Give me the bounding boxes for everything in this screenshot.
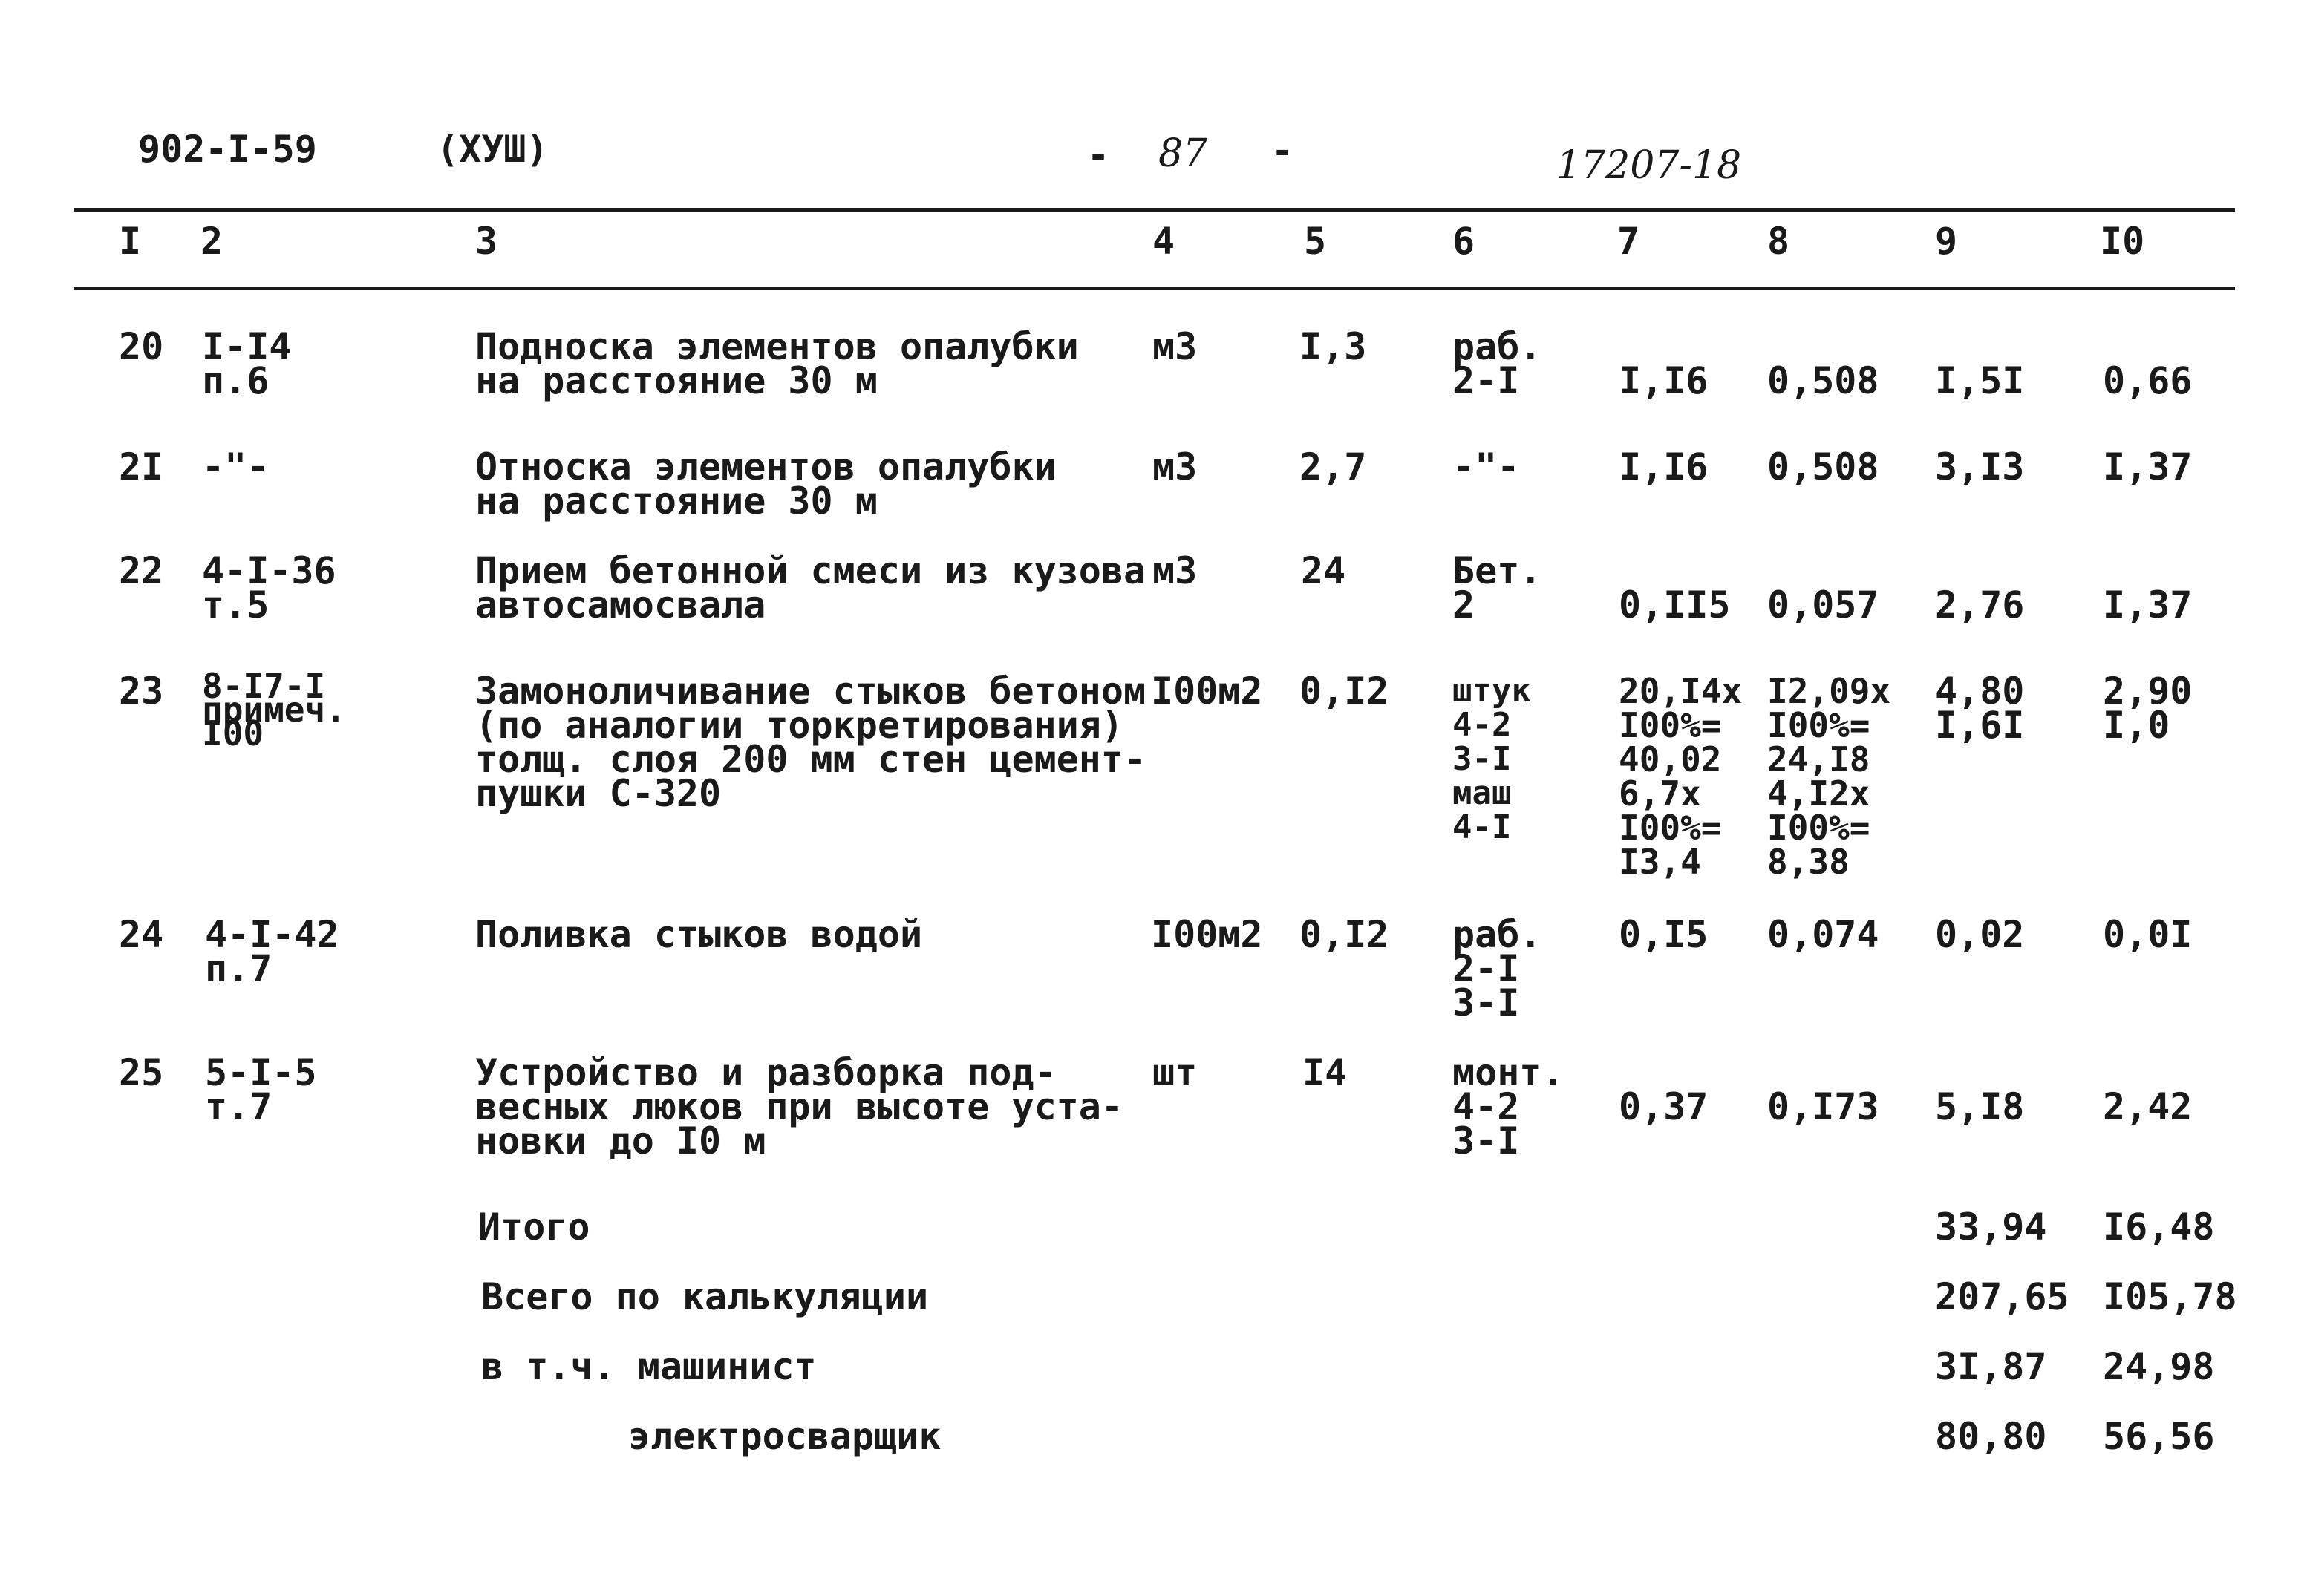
row-number: 2I	[119, 445, 164, 488]
totals-col10: I6,48	[2103, 1206, 2215, 1249]
norm-code: I-I4 п.6	[202, 325, 292, 402]
norm-code: 8-I7-I примеч. I00	[202, 666, 346, 753]
col-header-2: 2	[200, 220, 223, 263]
unit: шт	[1152, 1051, 1198, 1094]
col9-value: I,5I	[1935, 359, 2025, 402]
norm-code: 4-I-42 п.7	[205, 913, 339, 990]
totals-label: в т.ч. машинист	[481, 1345, 817, 1388]
header-bottom-rule	[74, 287, 2235, 290]
unit: м3	[1152, 549, 1198, 592]
row-number: 25	[119, 1051, 164, 1094]
col-header-4: 4	[1152, 220, 1175, 263]
quantity: 24	[1301, 549, 1346, 592]
col8-value: 0,508	[1767, 445, 1879, 488]
col10-value: I,37	[2103, 583, 2193, 627]
unit: м3	[1152, 325, 1198, 368]
doc-code: 902-I-59	[138, 128, 317, 171]
crew: -"-	[1452, 445, 1520, 488]
col-header-9: 9	[1935, 220, 1958, 263]
unit: м3	[1152, 445, 1198, 488]
work-description: Поливка стыков водой	[475, 913, 923, 956]
norm-code: -"-	[202, 445, 270, 488]
crew: штук 4-2 3-I маш 4-I	[1452, 672, 1531, 846]
col8-value: I2,09x I00%= 24,I8 4,I2x I00%= 8,38	[1767, 671, 1891, 882]
totals-label: электросварщик	[628, 1415, 942, 1458]
col-header-8: 8	[1767, 220, 1790, 263]
row-number: 24	[119, 913, 164, 956]
norm-code: 5-I-5 т.7	[205, 1051, 317, 1128]
totals-col9: 207,65	[1935, 1275, 2069, 1318]
unit: I00м2	[1151, 913, 1263, 956]
col9-value: 2,76	[1935, 583, 2025, 627]
col7-value: 20,I4x I00%= 40,02 6,7x I00%= I3,4	[1619, 671, 1743, 882]
totals-col10: I05,78	[2103, 1275, 2237, 1318]
col-header-5: 5	[1304, 220, 1327, 263]
col10-value: 0,0I	[2103, 913, 2193, 956]
quantity: 0,I2	[1299, 913, 1389, 956]
totals-col9: 3I,87	[1935, 1345, 2047, 1388]
col7-value: I,I6	[1619, 445, 1709, 488]
quantity: 0,I2	[1299, 670, 1389, 713]
work-description: Относка элементов опалубки на расстояние 30 м	[475, 445, 1057, 523]
col10-value: 0,66	[2103, 359, 2193, 402]
col-header-10: I0	[2100, 220, 2145, 263]
col9-value: 0,02	[1935, 913, 2025, 956]
quantity: I,3	[1299, 325, 1367, 368]
totals-col9: 33,94	[1935, 1206, 2047, 1249]
section-label: (ХУШ)	[437, 128, 549, 171]
col8-value: 0,074	[1767, 913, 1879, 956]
work-description: Устройство и разборка под- весных люков при высоте уста- новки до I0 м	[475, 1051, 1123, 1162]
crew: монт. 4-2 3-I	[1452, 1051, 1564, 1162]
col10-value: I,37	[2103, 445, 2193, 488]
col-header-1: I	[119, 220, 142, 263]
unit: I00м2	[1151, 670, 1263, 713]
work-description: Подноска элементов опалубки на расстояние 30 м	[475, 325, 1079, 402]
crew: Бет. 2	[1452, 549, 1542, 627]
totals-col10: 24,98	[2103, 1345, 2215, 1388]
crew: раб. 2-I 3-I	[1452, 913, 1542, 1024]
work-description: Прием бетонной смеси из кузова автосамосвала	[475, 549, 1146, 627]
totals-col10: 56,56	[2103, 1415, 2215, 1458]
col7-value: 0,II5	[1619, 583, 1731, 627]
page-number: 87	[1158, 131, 1208, 176]
quantity: 2,7	[1299, 445, 1367, 488]
col10-value: 2,42	[2103, 1085, 2193, 1128]
totals-label: Итого	[478, 1206, 590, 1249]
col-header-6: 6	[1452, 220, 1475, 263]
page-dash-left: -	[1087, 134, 1110, 177]
row-number: 20	[119, 325, 164, 368]
col9-value: 3,I3	[1935, 445, 2025, 488]
page-dash-right: -	[1271, 129, 1294, 172]
norm-code: 4-I-36 т.5	[202, 549, 336, 627]
header-top-rule	[74, 208, 2235, 212]
col7-value: I,I6	[1619, 359, 1709, 402]
col8-value: 0,057	[1767, 583, 1879, 627]
col-header-3: 3	[475, 220, 498, 263]
row-number: 22	[119, 549, 164, 592]
col8-value: 0,508	[1767, 359, 1879, 402]
totals-label: Всего по калькуляции	[481, 1275, 929, 1318]
col7-value: 0,37	[1619, 1085, 1709, 1128]
col8-value: 0,I73	[1767, 1085, 1879, 1128]
album-number: 17207-18	[1556, 143, 1742, 188]
col-header-7: 7	[1617, 220, 1640, 263]
quantity: I4	[1302, 1051, 1348, 1094]
work-description: Замоноличивание стыков бетоном (по аналогии торкретирования) толщ. слоя 200 мм стен цемент- пушки С-320	[475, 670, 1146, 815]
col9-value: 4,80 I,6I	[1935, 670, 2025, 747]
col10-value: 2,90 I,0	[2103, 670, 2193, 747]
row-number: 23	[119, 670, 164, 713]
col9-value: 5,I8	[1935, 1085, 2025, 1128]
totals-col9: 80,80	[1935, 1415, 2047, 1458]
crew: раб. 2-I	[1452, 325, 1542, 402]
col7-value: 0,I5	[1619, 913, 1709, 956]
